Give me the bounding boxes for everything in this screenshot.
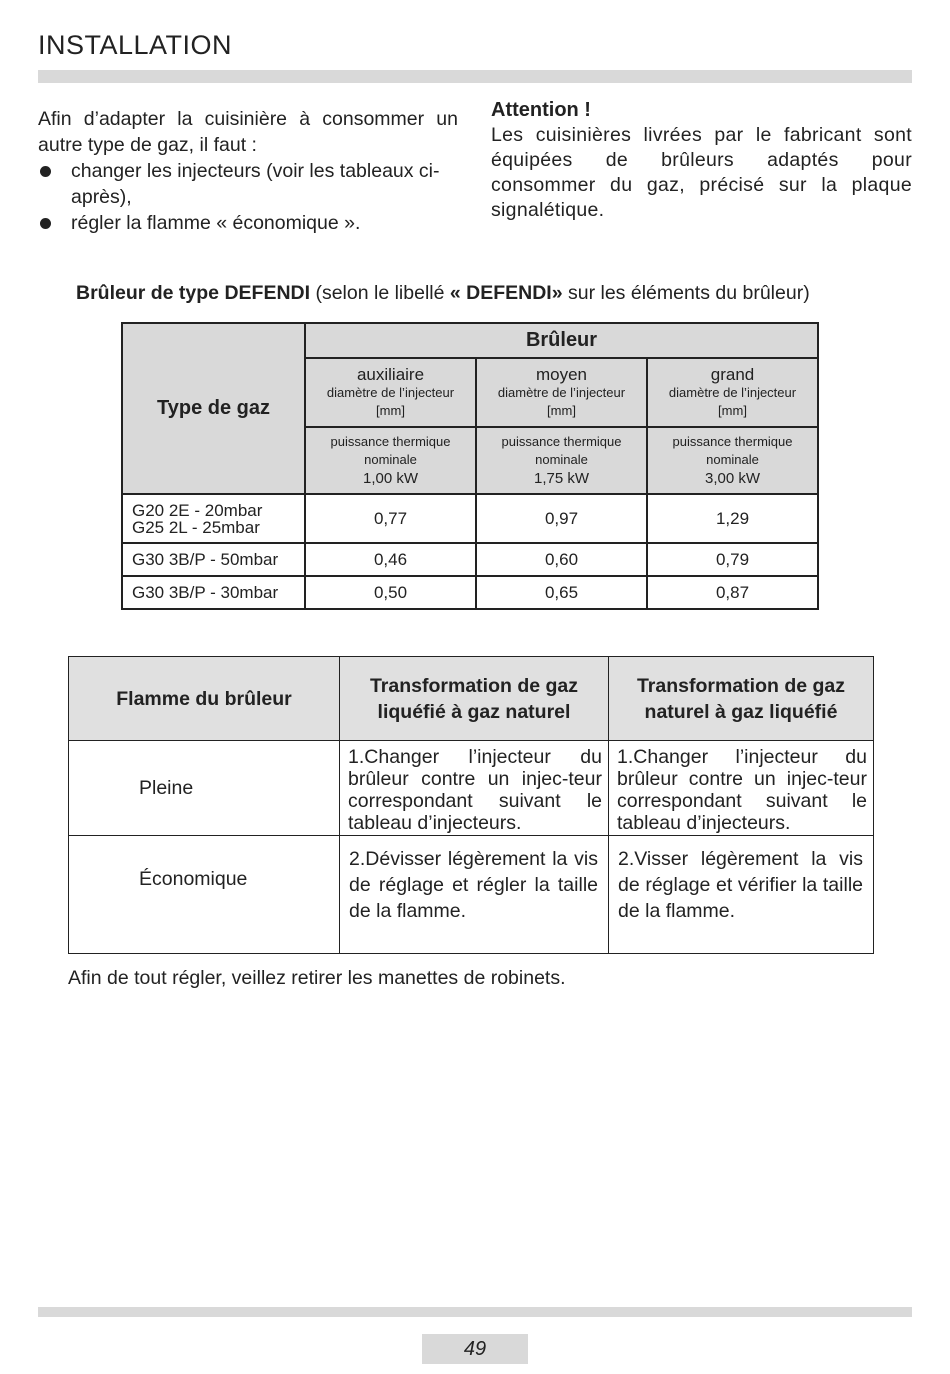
table-row	[69, 836, 874, 954]
flame-label: Économique	[69, 836, 340, 954]
gas-type-header: Type de gaz	[122, 323, 305, 494]
gas-type-cell: G30 3B/P - 30mbar	[122, 576, 305, 609]
power-grand: puissance thermique nominale 3,00 kW	[647, 427, 818, 494]
intro-bullet-list	[38, 158, 458, 236]
lpg-to-natural-header: Transformation de gaz liquéfié à gaz naturel	[340, 657, 609, 741]
power-auxiliaire: puissance thermique nominale 1,00 kW	[305, 427, 476, 494]
instruction-cell: 1.Changer l’injecteur du brûleur contre un injec-teur correspondant suivant le tableau d’injecteurs.	[340, 741, 609, 836]
footnote: Afin de tout régler, veillez retirer les manettes de robinets.	[68, 967, 566, 989]
value-cell: 0,79	[647, 543, 818, 576]
attention-text: Les cuisinières livrées par le fabricant sont équipées de brûleurs adaptés pour consommer du gaz, précisé sur la plaque signalétique.	[491, 124, 912, 221]
power-moyen: puissance thermique nominale 1,75 kW	[476, 427, 647, 494]
burner-auxiliaire-header: auxiliaire diamètre de l’injecteur [mm]	[305, 358, 476, 427]
gas-type-cell: G30 3B/P - 50mbar	[122, 543, 305, 576]
attention-section	[491, 98, 912, 223]
value-cell: 0,60	[476, 543, 647, 576]
attention-title: Attention !	[491, 99, 591, 121]
value-cell: 0,77	[305, 494, 476, 543]
page-title: INSTALLATION	[38, 30, 233, 60]
table-caption: Brûleur de type DEFENDI (selon le libellé « DEFENDI» sur les éléments du brûleur)	[76, 282, 810, 304]
flame-header: Flamme du brûleur	[69, 657, 340, 741]
page-number: 49	[422, 1334, 528, 1364]
bullet-item: régler la flamme « économique ».	[38, 210, 458, 236]
burner-header: Brûleur	[305, 323, 818, 358]
instruction-cell: 2.Visser légèrement la vis de réglage et vérifier la taille de la flamme.	[609, 836, 874, 954]
flame-table	[68, 656, 874, 954]
instruction-cell: 2.Dévisser légèrement la vis de réglage et régler la taille de la flamme.	[340, 836, 609, 954]
value-cell: 0,50	[305, 576, 476, 609]
header-rule	[38, 70, 912, 83]
natural-to-lpg-header: Transformation de gaz naturel à gaz liquéfié	[609, 657, 874, 741]
table-row	[122, 494, 818, 543]
bullet-dot-icon	[40, 218, 51, 229]
table-row	[122, 543, 818, 576]
table-row	[69, 741, 874, 836]
gas-type-cell: G20 2E - 20mbar G25 2L - 25mbar	[122, 494, 305, 543]
value-cell: 1,29	[647, 494, 818, 543]
value-cell: 0,97	[476, 494, 647, 543]
injector-table	[121, 322, 819, 610]
footer-rule	[38, 1307, 912, 1317]
value-cell: 0,46	[305, 543, 476, 576]
bullet-item: changer les injecteurs (voir les tableaux ci-après),	[38, 158, 458, 210]
intro-section	[38, 106, 458, 236]
burner-grand-header: grand diamètre de l’injecteur [mm]	[647, 358, 818, 427]
burner-moyen-header: moyen diamètre de l’injecteur [mm]	[476, 358, 647, 427]
table-row	[122, 576, 818, 609]
instruction-cell: 1.Changer l’injecteur du brûleur contre un injec-teur correspondant suivant le tableau d’injecteurs.	[609, 741, 874, 836]
value-cell: 0,65	[476, 576, 647, 609]
bullet-dot-icon	[40, 166, 51, 177]
flame-label: Pleine	[69, 741, 340, 836]
value-cell: 0,87	[647, 576, 818, 609]
intro-text: Afin d’adapter la cuisinière à consommer un autre type de gaz, il faut :	[38, 108, 458, 156]
